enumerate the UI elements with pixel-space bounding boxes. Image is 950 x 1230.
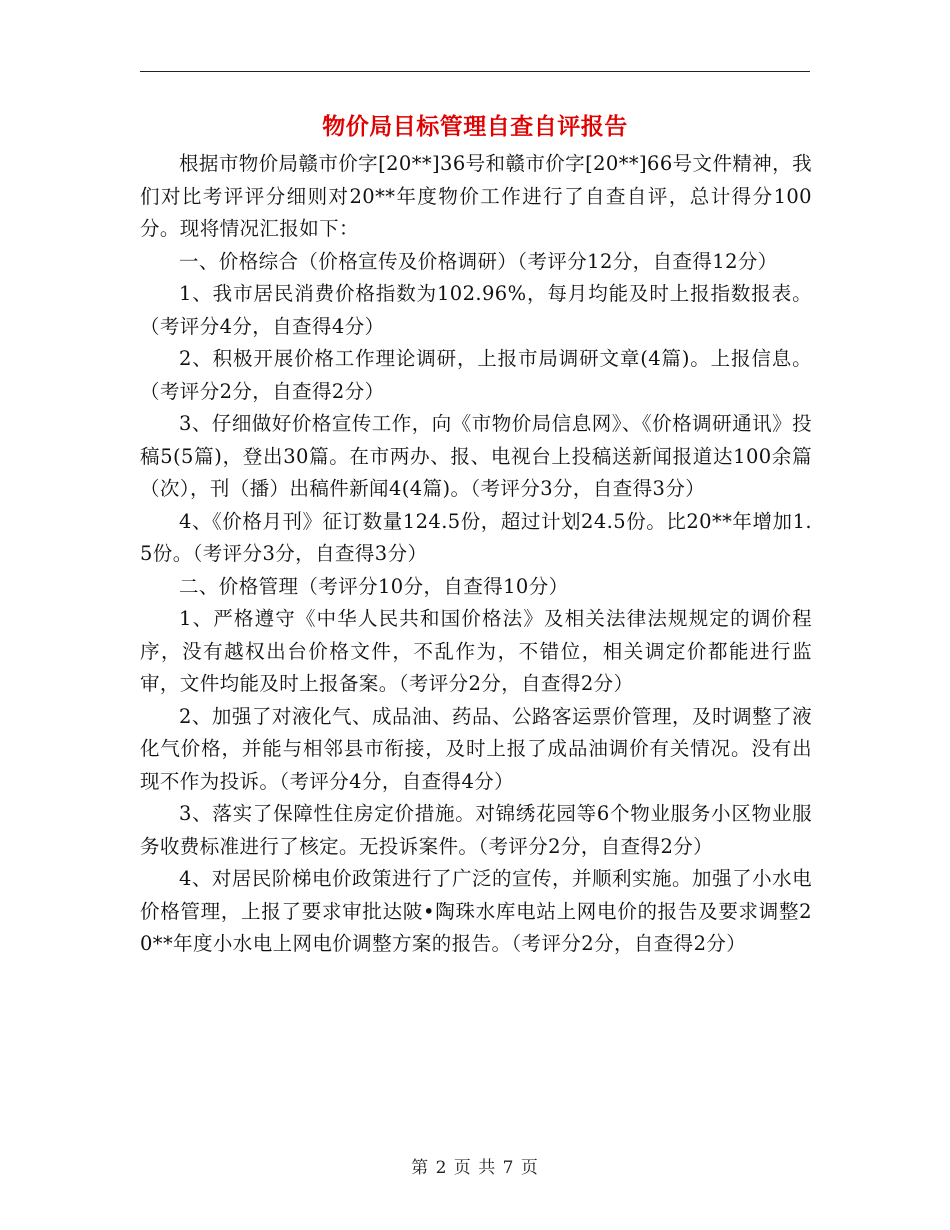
- paragraph-item-2-1: 1、严格遵守《中华人民共和国价格法》及相关法律法规规定的调价程序，没有越权出台价格文件，不乱作为，不错位，相关调定价都能进行监审，文件均能及时上报备案。（考评分2分，自查得2分）: [140, 607, 812, 695]
- section-heading-price-management: 二、价格管理（考评分10分，自查得10分）: [179, 574, 569, 598]
- paragraph-intro: 根据市物价局赣市价字[20**]36号和赣市价字[20**]66号文件精神，我们对比考评评分细则对20**年度物价工作进行了自查自评，总计得分100分。现将情况汇报如下：: [140, 152, 812, 240]
- paragraph-item-2-4: 4、对居民阶梯电价政策进行了广泛的宣传，并顺利实施。加强了小水电价格管理，上报了要求审批达陂•陶珠水库电站上网电价的报告及要求调整20**年度小水电上网电价调整方案的报告。（考评分2分，自查得2分）: [140, 867, 812, 955]
- page-number: 第 2 页 共 7 页: [411, 1158, 539, 1178]
- header-rule: [140, 71, 810, 72]
- section-heading-price-comprehensive: 一、价格综合（价格宣传及价格调研）（考评分12分，自查得12分）: [179, 249, 778, 273]
- document-body: [140, 148, 812, 961]
- paragraph-item-1-4: 4、《价格月刊》征订数量124.5份，超过计划24.5份。比20**年增加1.5份。（考评分3分，自查得3分）: [140, 509, 812, 565]
- paragraph-item-2-3: 3、落实了保障性住房定价措施。对锦绣花园等6个物业服务小区物业服务收费标准进行了核定。无投诉案件。（考评分2分，自查得2分）: [140, 802, 812, 858]
- document-title: 物价局目标管理自查自评报告: [322, 114, 628, 140]
- paragraph-item-1-3: 3、仔细做好价格宣传工作，向《市物价局信息网》、《价格调研通讯》投稿5(5篇)，登出30篇。在市两办、报、电视台上投稿送新闻报道达100余篇（次），刊（播）出稿件新闻4(4篇)。（考评分3分，自查得3分）: [140, 412, 812, 500]
- paragraph-item-1-1: 1、我市居民消费价格指数为102.96%，每月均能及时上报指数报表。（考评分4分，自查得4分）: [140, 282, 812, 338]
- paragraph-item-2-2: 2、加强了对液化气、成品油、药品、公路客运票价管理，及时调整了液化气价格，并能与相邻县市衔接，及时上报了成品油调价有关情况。没有出现不作为投诉。（考评分4分，自查得4分）: [140, 704, 812, 793]
- paragraph-item-1-2: 2、积极开展价格工作理论调研，上报市局调研文章(4篇)。上报信息。（考评分2分，自查得2分）: [140, 347, 812, 403]
